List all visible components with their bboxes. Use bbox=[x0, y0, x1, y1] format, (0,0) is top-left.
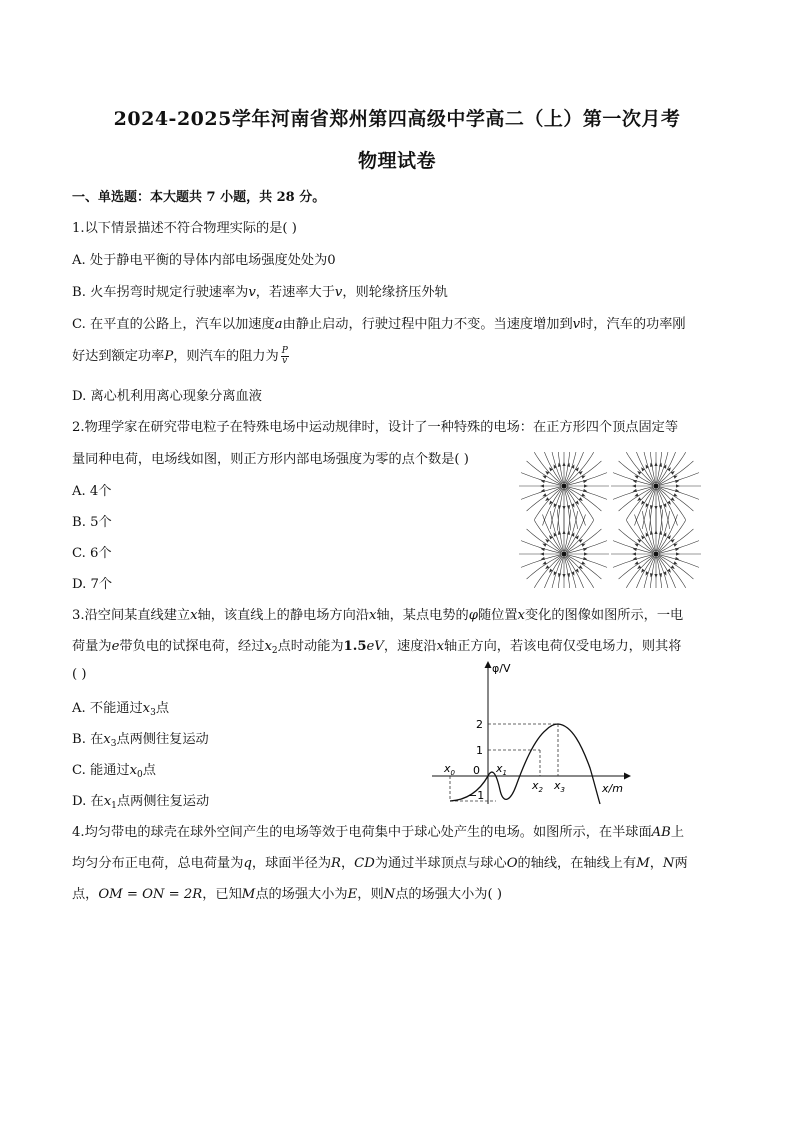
field-line bbox=[658, 556, 685, 588]
field-line bbox=[567, 555, 607, 568]
field-arrow bbox=[671, 538, 676, 543]
q1-stem: 1.以下情景描述不符合物理实际的是( ) bbox=[72, 221, 297, 236]
field-line bbox=[567, 541, 607, 554]
field-line bbox=[649, 489, 655, 531]
field-line bbox=[626, 452, 653, 484]
field-arrow bbox=[540, 484, 544, 487]
tick-label-1: 1 bbox=[476, 744, 483, 757]
field-arrow bbox=[676, 484, 680, 487]
field-line bbox=[521, 473, 561, 486]
field-line bbox=[521, 487, 561, 500]
field-arrow bbox=[540, 552, 544, 555]
field-arrow bbox=[659, 530, 663, 535]
field-arrow bbox=[671, 565, 676, 570]
field-arrow bbox=[654, 506, 657, 510]
x2-label: $x_2$ bbox=[532, 779, 543, 794]
field-line bbox=[657, 489, 669, 529]
q4-stem-line1: 4.均匀带电的球壳在球外空间产生的电场等效于电荷集中于球心处产生的电场。如图所示，在半球面AB上 bbox=[72, 825, 685, 840]
field-arrow bbox=[567, 530, 571, 535]
field-arrow bbox=[649, 505, 653, 510]
field-line bbox=[626, 556, 653, 588]
field-arrow bbox=[544, 538, 549, 543]
section-heading: 一、单选题：本大题共 7 小题，共 28 分。 bbox=[72, 190, 326, 205]
field-line bbox=[642, 557, 654, 588]
field-line bbox=[613, 487, 653, 500]
x1-label: $x_1$ bbox=[496, 762, 507, 777]
field-line bbox=[550, 489, 562, 529]
field-arrow bbox=[671, 470, 676, 475]
field-arrow bbox=[671, 497, 676, 502]
field-line bbox=[550, 452, 562, 483]
field-line bbox=[657, 510, 663, 552]
field-line bbox=[565, 489, 571, 531]
field-arrow bbox=[654, 462, 657, 466]
field-line bbox=[649, 510, 655, 552]
field-line bbox=[613, 555, 653, 568]
field-arrow bbox=[636, 565, 641, 570]
field-line bbox=[657, 452, 669, 483]
field-line bbox=[659, 541, 699, 554]
field-arrow bbox=[649, 573, 653, 578]
exam-subtitle: 物理试卷 bbox=[357, 150, 436, 172]
q4-stem-line2: 均匀分布正电荷，总电荷量为q，球面半径为R，CD为通过半球顶点与球心O的轴线，在轴线上有M，N两 bbox=[72, 856, 688, 871]
q2-option-b: B. 5个 bbox=[72, 515, 112, 530]
field-line bbox=[565, 511, 577, 551]
q2-stem-line1: 2.物理学家在研究带电粒子在特殊电场中运动规律时，设计了一种特殊的电场：在正方形四个顶点固定等 bbox=[72, 420, 679, 435]
field-arrow bbox=[676, 552, 680, 555]
field-line bbox=[642, 511, 654, 551]
field-arrow bbox=[544, 497, 549, 502]
field-arrow bbox=[659, 573, 663, 578]
field-arrow bbox=[579, 565, 584, 570]
field-arrow bbox=[632, 484, 636, 487]
tick-label-0: 0 bbox=[473, 764, 480, 777]
field-line bbox=[566, 452, 593, 484]
field-arrow bbox=[544, 470, 549, 475]
fraction-p-over-v: $\frac{P}{v}$ bbox=[281, 346, 288, 366]
q3-stem-line3: ( ) bbox=[72, 667, 87, 682]
field-arrow bbox=[636, 497, 641, 502]
field-line bbox=[642, 452, 654, 483]
field-line bbox=[567, 473, 607, 486]
tick-label-neg1: −1 bbox=[468, 789, 485, 802]
field-arrow bbox=[632, 552, 636, 555]
q2-option-a: A. 4个 bbox=[72, 484, 112, 499]
field-line bbox=[565, 510, 571, 552]
field-arrow bbox=[579, 538, 584, 543]
field-line bbox=[557, 510, 563, 552]
q3-option-d: D. 在$x_1$点两侧往复运动 bbox=[72, 794, 210, 811]
q3-stem-line1: 3.沿空间某直线建立x轴，该直线上的静电场方向沿x轴，某点电势的φ随位置x变化的图像如图所示，一电 bbox=[72, 608, 684, 623]
q3-option-b: B. 在$x_3$点两侧往复运动 bbox=[72, 732, 209, 749]
point-charge bbox=[561, 551, 566, 556]
tick-label-2: 2 bbox=[476, 718, 483, 731]
x-axis-label: x/m bbox=[602, 782, 623, 795]
field-line bbox=[557, 489, 563, 531]
q3-option-a: A. 不能通过$x_3$点 bbox=[72, 701, 170, 718]
field-arrow bbox=[562, 530, 565, 534]
field-arrow bbox=[557, 530, 561, 535]
field-arrow bbox=[636, 538, 641, 543]
field-arrow bbox=[567, 505, 571, 510]
field-line bbox=[657, 489, 663, 531]
field-arrow bbox=[654, 530, 657, 534]
field-line bbox=[521, 541, 561, 554]
field-line bbox=[613, 473, 653, 486]
q2-option-d: D. 7个 bbox=[72, 577, 113, 592]
field-line bbox=[550, 511, 562, 551]
field-arrow bbox=[649, 530, 653, 535]
field-arrow bbox=[584, 484, 588, 487]
field-line bbox=[565, 489, 577, 529]
field-arrow bbox=[567, 573, 571, 578]
field-arrow bbox=[636, 470, 641, 475]
field-line bbox=[521, 555, 561, 568]
exam-title: 2024-2025学年河南省郑州第四高级中学高二（上）第一次月考 bbox=[113, 108, 681, 130]
y-axis-label: φ/V bbox=[492, 662, 511, 675]
field-line bbox=[658, 452, 685, 484]
q1-option-a: A. 处于静电平衡的导体内部电场强度处处为0 bbox=[72, 253, 336, 268]
field-arrow bbox=[544, 565, 549, 570]
q1-option-d: D. 离心机利用离心现象分离血液 bbox=[72, 389, 262, 404]
q3-stem-line2: 荷量为e带负电的试探电荷，经过$x_2$点时动能为1.5eV，速度沿x轴正方向，若该电荷仅受电场力，则其将 bbox=[72, 639, 682, 656]
q4-stem-line3: 点，OM = ON = 2R，已知M点的场强大小为E，则N点的场强大小为( ) bbox=[72, 887, 502, 902]
field-line bbox=[659, 555, 699, 568]
field-arrow bbox=[557, 573, 561, 578]
field-arrow bbox=[557, 462, 561, 467]
potential-graph bbox=[430, 658, 636, 810]
field-line bbox=[657, 557, 669, 588]
field-line bbox=[659, 473, 699, 486]
field-arrow bbox=[649, 462, 653, 467]
field-line bbox=[534, 452, 561, 484]
q3-option-c: C. 能通过$x_0$点 bbox=[72, 763, 156, 780]
point-charge bbox=[653, 551, 658, 556]
x3-label: $x_3$ bbox=[554, 779, 565, 794]
field-line bbox=[565, 557, 577, 588]
field-arrow bbox=[659, 505, 663, 510]
field-line bbox=[565, 452, 577, 483]
field-arrow bbox=[557, 505, 561, 510]
field-arrow bbox=[562, 462, 565, 466]
field-line bbox=[550, 557, 562, 588]
field-line bbox=[659, 487, 699, 500]
field-lines-figure bbox=[518, 452, 702, 588]
q1-option-c-line1: C. 在平直的公路上，汽车以加速度a由静止启动，行驶过程中阻力不变。当速度增加到v时，汽车的功率刚 bbox=[72, 317, 686, 332]
field-arrow bbox=[584, 552, 588, 555]
point-charge bbox=[653, 483, 658, 488]
field-arrow bbox=[562, 574, 565, 578]
field-arrow bbox=[579, 470, 584, 475]
field-arrow bbox=[579, 497, 584, 502]
field-line bbox=[567, 487, 607, 500]
q1-option-c-line2: 好达到额定功率P，则汽车的阻力为 $\frac{P}{v}$ bbox=[72, 346, 288, 366]
q1-option-b: B. 火车拐弯时规定行驶速率为v，若速率大于v，则轮缘挤压外轨 bbox=[72, 285, 448, 300]
q2-stem-line2: 量同种电荷，电场线如图，则正方形内部电场强度为零的点个数是( ) bbox=[72, 452, 469, 467]
field-line bbox=[642, 489, 654, 529]
x0-label: $x_0$ bbox=[444, 762, 455, 777]
field-line bbox=[534, 556, 561, 588]
field-line bbox=[657, 511, 669, 551]
field-arrow bbox=[567, 462, 571, 467]
field-arrow bbox=[654, 574, 657, 578]
field-line bbox=[613, 541, 653, 554]
field-arrow bbox=[659, 462, 663, 467]
field-arrow bbox=[562, 506, 565, 510]
point-charge bbox=[561, 483, 566, 488]
field-line bbox=[566, 556, 593, 588]
q2-option-c: C. 6个 bbox=[72, 546, 112, 561]
